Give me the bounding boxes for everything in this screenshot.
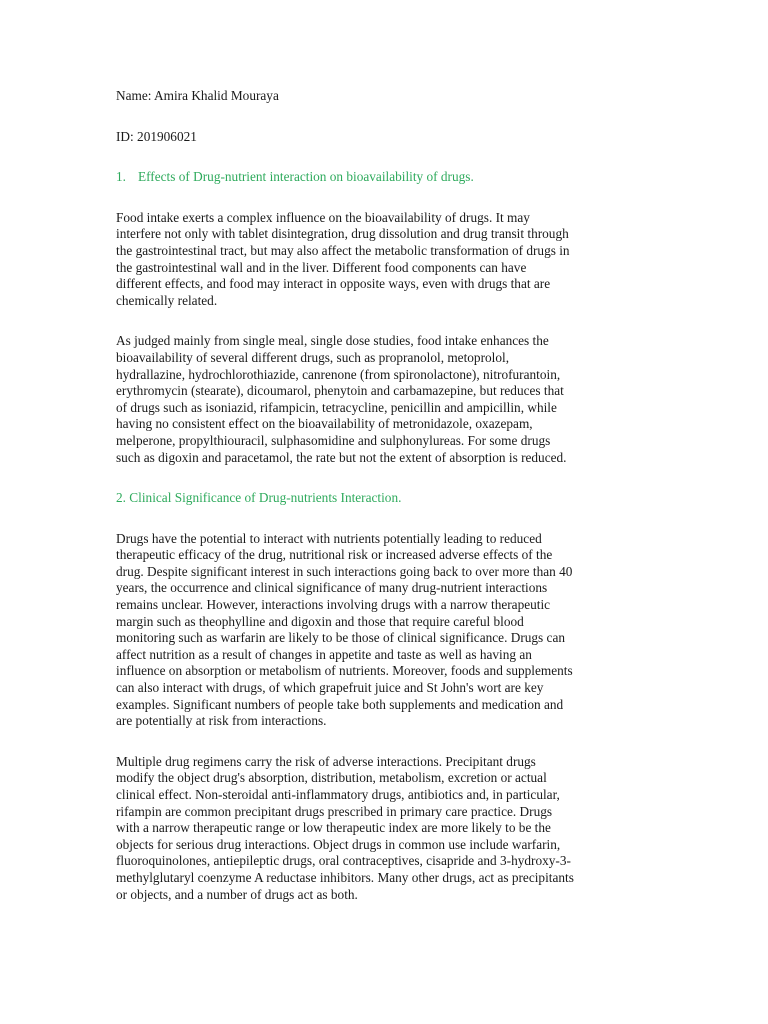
section-1-paragraph-1 bbox=[116, 210, 646, 310]
paragraph-line: chemically related. bbox=[116, 292, 218, 308]
paragraph-line: monitoring such as warfarin are likely to be those of clinical significance. Drugs can bbox=[116, 630, 565, 646]
paragraph-line: Food intake exerts a complex influence on the bioavailability of drugs. It may bbox=[116, 209, 530, 225]
paragraph-line: affect nutrition as a result of changes in appetite and taste as well as having an bbox=[116, 646, 532, 662]
section-2-paragraph-2 bbox=[116, 754, 646, 903]
paragraph-line: with a narrow therapeutic range or low therapeutic index are more likely to be the bbox=[116, 820, 551, 836]
paragraph-line: rifampin are common precipitant drugs prescribed in primary care practice. Drugs bbox=[116, 803, 553, 819]
paragraph-line: having no consistent effect on the bioavailability of metronidazole, oxazepam, bbox=[116, 416, 533, 432]
section-1-paragraph-2 bbox=[116, 333, 646, 466]
paragraph-line: erythromycin (stearate), dicoumarol, phenytoin and carbamazepine, but reduces that bbox=[116, 383, 564, 399]
section-1-heading bbox=[116, 169, 646, 186]
paragraph-line: are potentially at risk from interactions. bbox=[116, 713, 327, 729]
paragraph-line: margin such as theophylline and digoxin and those that require careful blood bbox=[116, 613, 524, 629]
paragraph-line: of drugs such as isoniazid, rifampicin, tetracycline, penicillin and ampicillin, while bbox=[116, 399, 557, 415]
paragraph-line: objects for serious drug interactions. Object drugs in common use include warfarin, bbox=[116, 836, 561, 852]
paragraph-line: the gastrointestinal wall and in the liver. Different food components can have bbox=[116, 259, 527, 275]
paragraph-line: or objects, and a number of drugs act as both. bbox=[116, 886, 358, 902]
section-2-paragraph-1 bbox=[116, 531, 646, 730]
paragraph-line: examples. Significant numbers of people take both supplements and medication and bbox=[116, 696, 564, 712]
paragraph-line: drug. Despite significant interest in such interactions going back to over more than 40 bbox=[116, 563, 573, 579]
paragraph-line: Multiple drug regimens carry the risk of adverse interactions. Precipitant drugs bbox=[116, 753, 536, 769]
paragraph-line: clinical effect. Non-steroidal anti-inflammatory drugs, antibiotics and, in particular, bbox=[116, 787, 560, 802]
paragraph-line: melperone, propylthiouracil, sulphasomidine and sulphonylureas. For some drugs bbox=[116, 432, 551, 448]
document-body bbox=[116, 88, 646, 927]
paragraph-line: Drugs have the potential to interact with nutrients potentially leading to reduced bbox=[116, 530, 542, 546]
paragraph-line: interfere not only with tablet disintegration, drug dissolution and drug transit through bbox=[116, 226, 569, 242]
paragraph-line: As judged mainly from single meal, single dose studies, food intake enhances the bbox=[116, 333, 549, 349]
paragraph-line: can also interact with drugs, of which grapefruit juice and St John's wort are key bbox=[116, 680, 544, 696]
paragraph-line: modify the object drug's absorption, distribution, metabolism, excretion or actual bbox=[116, 770, 547, 786]
paragraph-line: bioavailability of several different drugs, such as propranolol, metoprolol, bbox=[116, 349, 510, 365]
paragraph-line: the gastrointestinal tract, but may also affect the metabolic transformation of drugs in bbox=[116, 242, 570, 258]
paragraph-line: methylglutaryl coenzyme A reductase inhibitors. Many other drugs, act as precipitants bbox=[116, 869, 574, 885]
paragraph-line: hydrallazine, hydrochlorothiazide, canrenone (from spironolactone), nitrofurantoin, bbox=[116, 366, 561, 382]
paragraph-line: different effects, and food may interact in opposite ways, even with drugs that are bbox=[116, 276, 551, 292]
section-1-number: 1. bbox=[116, 169, 126, 185]
paragraph-line: remains unclear. However, interactions involving drugs with a narrow therapeutic bbox=[116, 597, 551, 613]
paragraph-line: therapeutic efficacy of the drug, nutritional risk or increased adverse effects of the bbox=[116, 547, 553, 563]
student-id: ID: 201906021 bbox=[116, 128, 197, 144]
paragraph-line: influence on absorption or metabolism of nutrients. Moreover, foods and supplements bbox=[116, 663, 573, 679]
section-1-title: Effects of Drug-nutrient interaction on bioavailability of drugs. bbox=[138, 169, 474, 185]
paragraph-line: such as digoxin and paracetamol, the rate but not the extent of absorption is reduced. bbox=[116, 449, 567, 465]
paragraph-line: fluoroquinolones, antiepileptic drugs, oral contraceptives, cisapride and 3-hydroxy-3- bbox=[116, 853, 571, 869]
paragraph-line: years, the occurrence and clinical significance of many drug-nutrient interactions bbox=[116, 580, 548, 596]
student-name: Name: Amira Khalid Mouraya bbox=[116, 88, 279, 103]
section-2-heading: 2. Clinical Significance of Drug-nutrients Interaction. bbox=[116, 490, 402, 506]
